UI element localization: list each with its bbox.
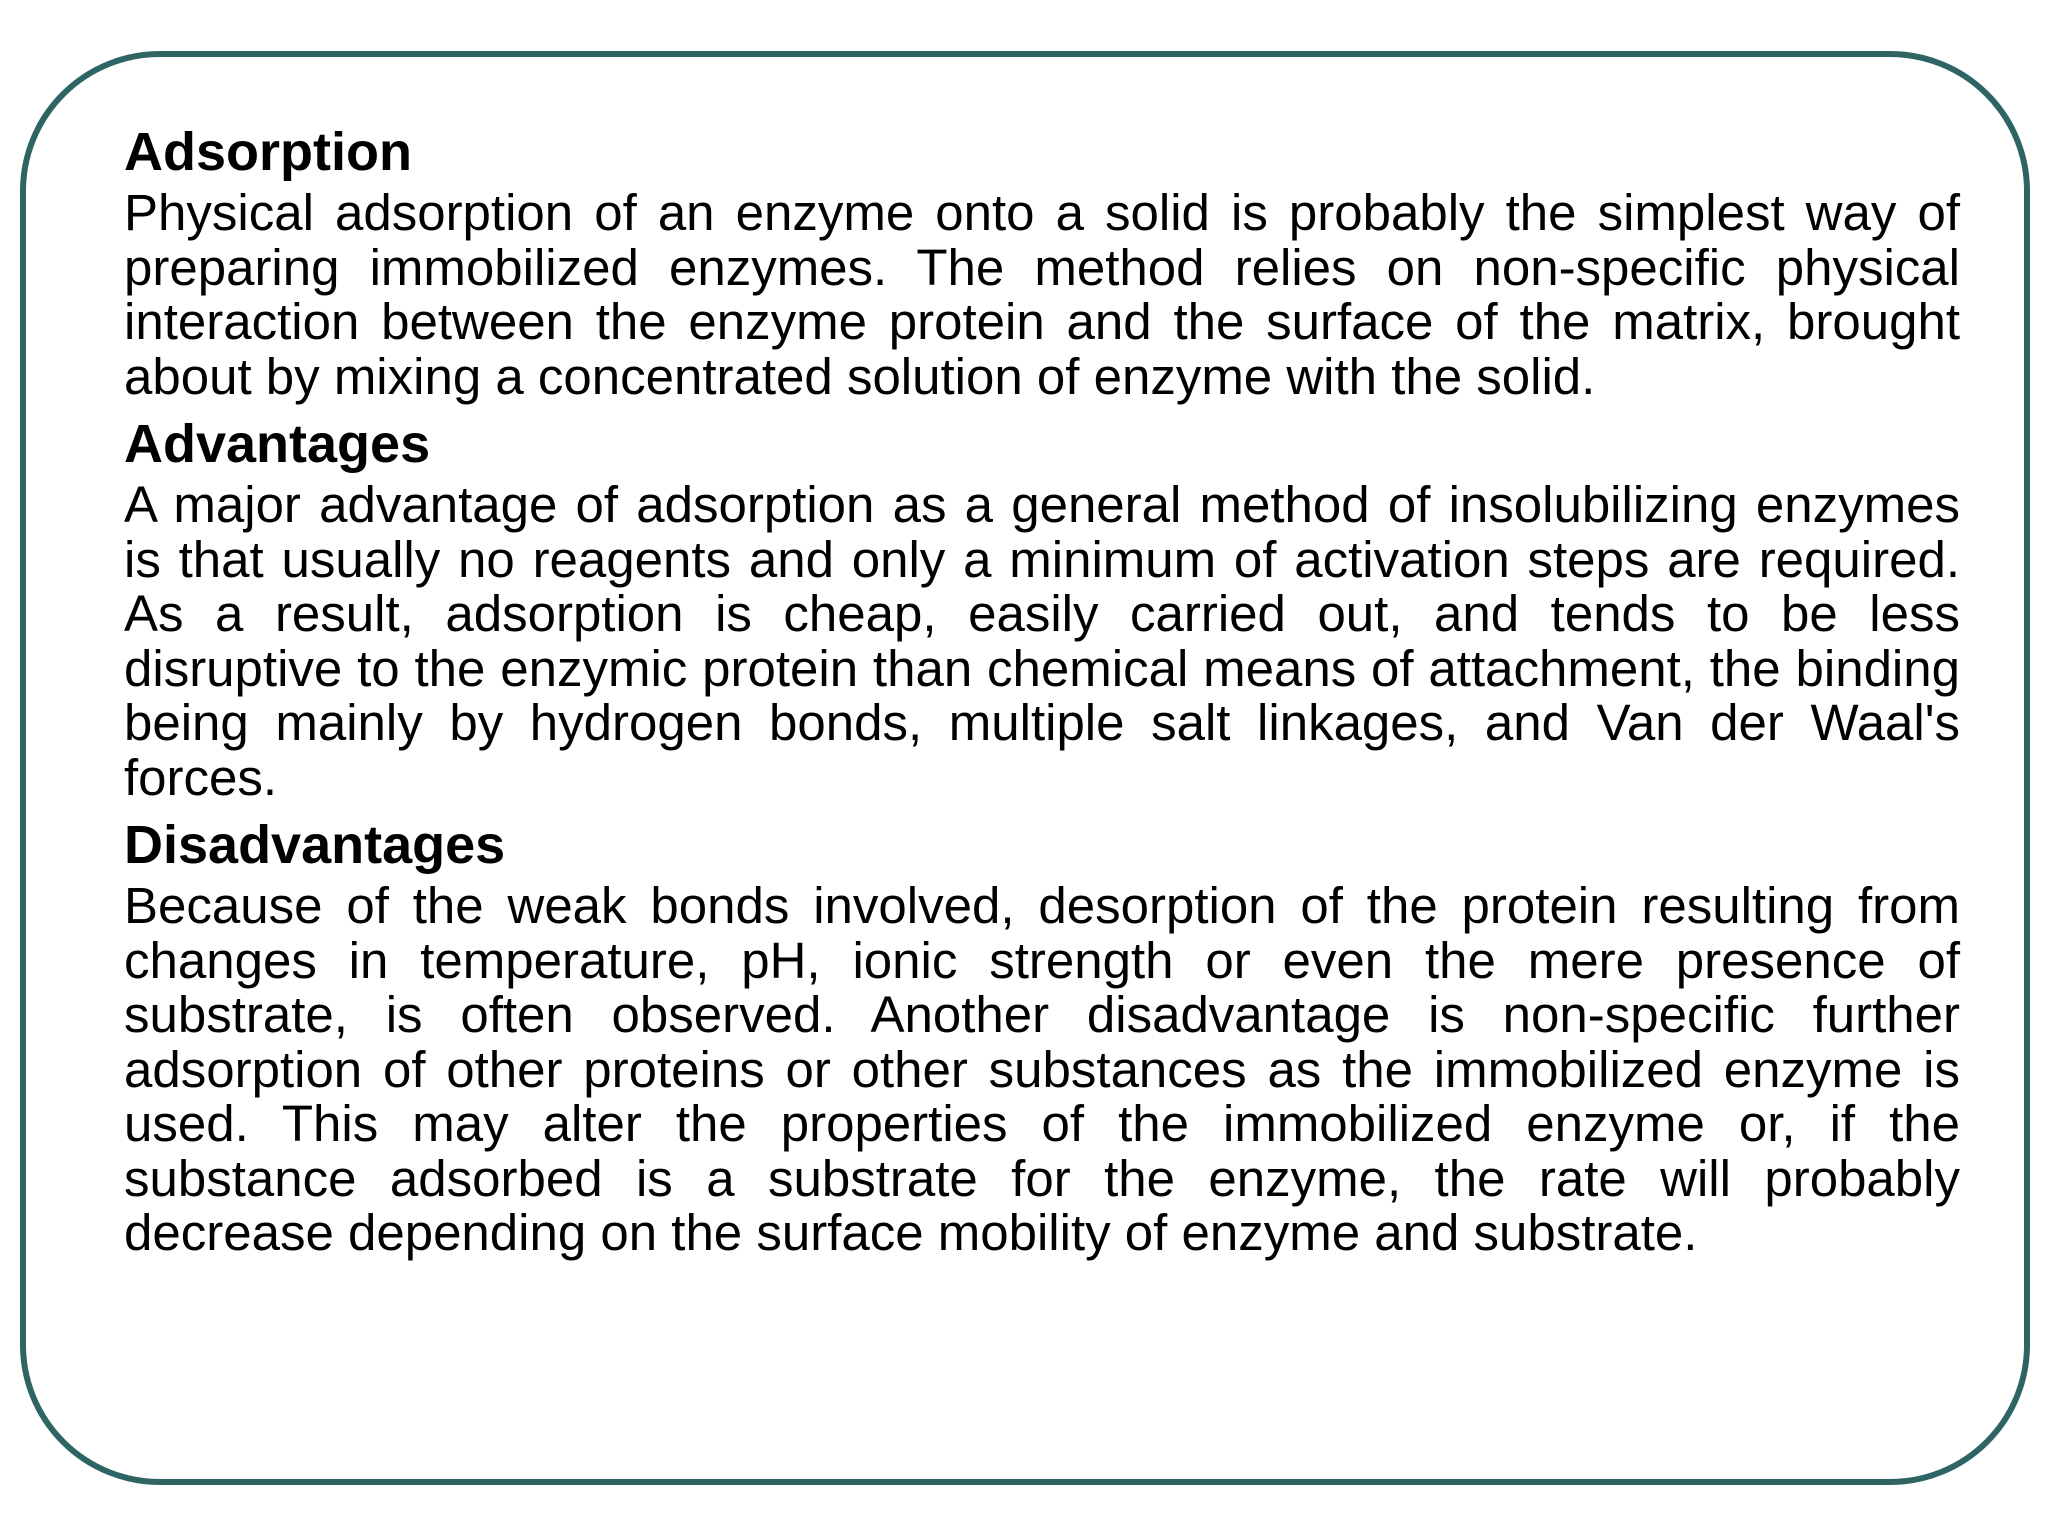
heading-advantages: Advantages [124, 414, 431, 474]
heading-adsorption: Adsorption [124, 122, 412, 182]
document-body [124, 118, 1960, 1267]
heading-disadvantages: Disadvantages [124, 815, 506, 875]
paragraph-advantages: A major advantage of adsorption as a general method of insolubilizing enzymes is that usually no reagents and only a minimum of activation steps are required. As a result, adsorption is cheap, easily carried out, and tends to be less disruptive to the enzymic protein than chemical means of attachment, the binding being mainly by hydrogen bonds, multiple salt linkages, and Van der Waal's forces. [124, 476, 1960, 806]
paragraph-adsorption: Physical adsorption of an enzyme onto a solid is probably the simplest way of preparing immobilized enzymes. The method relies on non-specific physical interaction between the enzyme protein and the surface of the matrix, brought about by mixing a concentrated solution of enzyme with the solid. [124, 184, 1960, 405]
paragraph-disadvantages: Because of the weak bonds involved, desorption of the protein resulting from changes in temperature, pH, ionic strength or even the mere presence of substrate, is often observed. Another disadvantage is non-specific further adsorption of other proteins or other substances as the immobilized enzyme is used. This may alter the properties of the immobilized enzyme or, if the substance adsorbed is a substrate for the enzyme, the rate will probably decrease depending on the surface mobility of enzyme and substrate. [124, 877, 1960, 1261]
